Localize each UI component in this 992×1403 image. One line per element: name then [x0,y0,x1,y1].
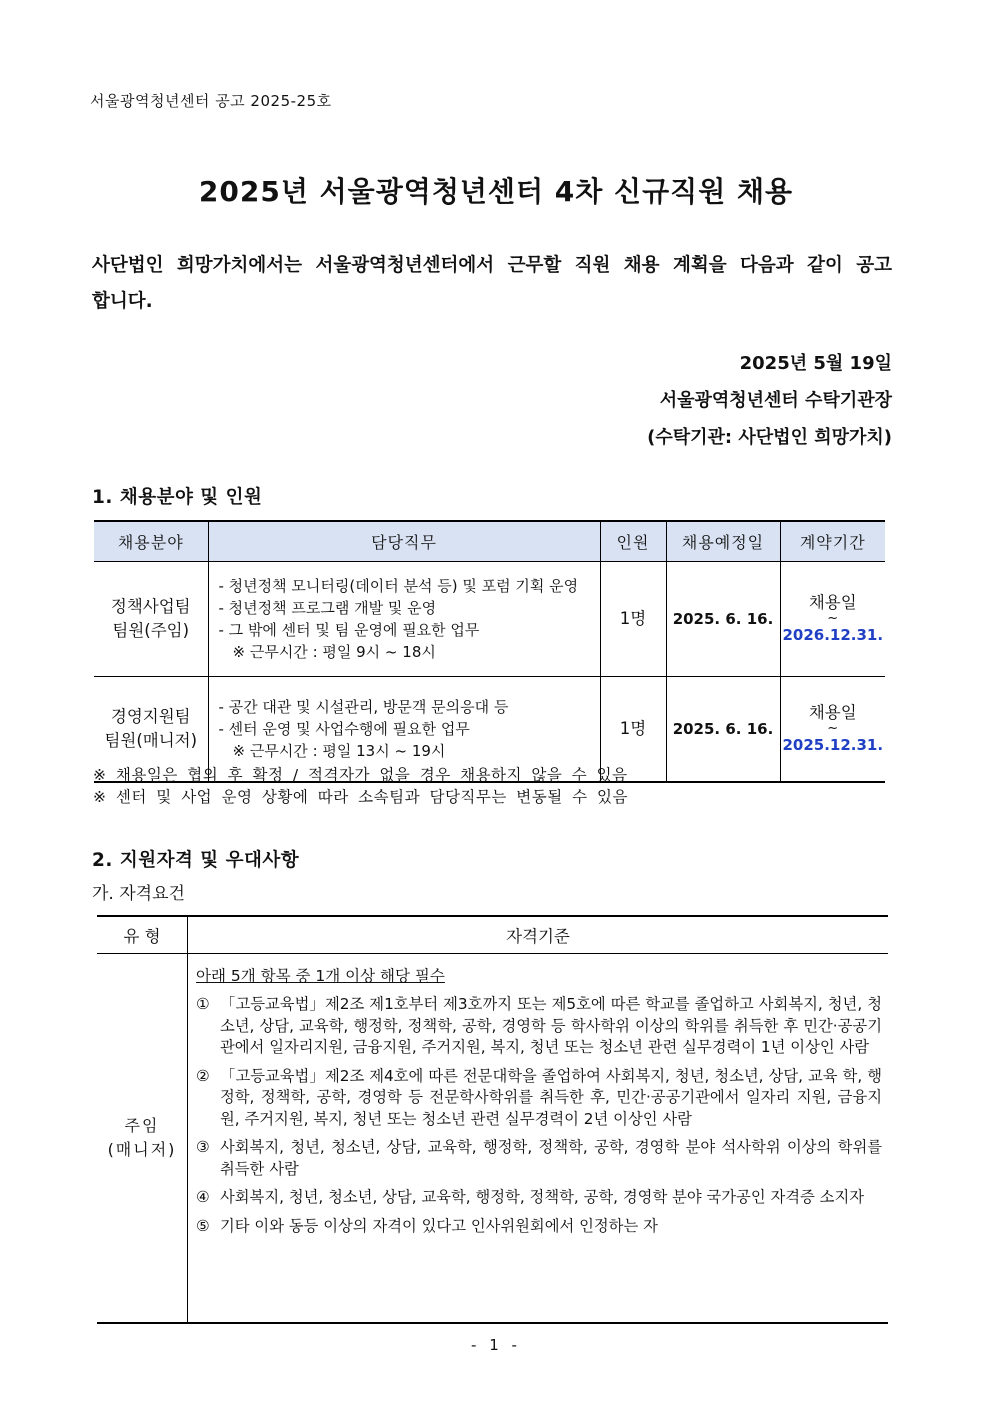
item-number: ① [196,995,210,1013]
issuer: 서울광역청년센터 수탁기관장 [659,390,892,411]
item-number: ③ [196,1138,210,1156]
col-header-type: 유 형 [97,916,188,954]
period-start: 채용일 [808,703,857,722]
section1-heading: 1. 채용분야 및 인원 [92,487,263,508]
item-text: 사회복지, 청년, 청소년, 상담, 교육학, 행정학, 정책학, 공학, 경영학 분야 국가공인 자격증 소지자 [220,1188,864,1206]
intro-paragraph: 사단법인 희망가치에서는 서울광역청년센터에서 근무할 직원 채용 계획을 다음과 같이 공고합니다. [92,255,892,312]
qualification-table [97,915,888,1324]
page-title: 2025년 서울광역청년센터 4차 신규직원 채용 [198,175,794,208]
table-row [97,954,888,1324]
headcount-cell: 1명 [600,677,666,783]
note-line: ※ 채용일은 협의 후 확정 / 적격자가 없을 경우 채용하지 않을 수 있음 [93,766,628,784]
period-tilde: ~ [827,611,839,626]
criteria-item [196,1066,882,1131]
item-text: 기타 이와 동등 이상의 자격이 있다고 인사위원회에서 인정하는 자 [220,1216,658,1235]
start-date-cell: 2025. 6. 16. [666,562,780,677]
item-text: 「고등교육법」제2조 제1호부터 제3호까지 또는 제5호에 따른 학교를 졸업하고 사회복지, 청년, 청소년, 상담, 교육학, 행정학, 정책학, 공학, 경영학 등 학사학위 이상의 학위를 취득한 후 민간·공공기관에서 일자리지원, 금융지원, 주거지원, 복지, 청년 또는 청소년 관련 실무경력이 1년 이상인 사람 [220,995,882,1056]
item-text: 「고등교육법」제2조 제4호에 따른 전문대학을 졸업하여 사회복지, 청년, 청소년, 상담, 교육 학, 행정학, 정책학, 공학, 경영학 등 전문학사학위를 취득한 후, 민간·공공기관에서 일자리 지원, 금융지원, 주거지원, 복지, 청년 또는 청소년 관련 실무경력이 2년 이상인 사람 [220,1066,882,1128]
field-role: 팀원(매니저) [104,731,198,750]
col-header: 채용분야 [94,521,208,562]
item-number: ⑤ [196,1216,210,1235]
table-row [94,562,885,677]
contract-period-cell [780,677,885,783]
col-header: 채용예정일 [666,521,780,562]
field-role: 팀원(주임) [112,621,190,640]
note-line: ※ 센터 및 사업 운영 상황에 따라 소속팀과 담당직무는 변동될 수 있음 [93,788,628,806]
work-hours: ※ 근무시간 : 평일 9시 ~ 18시 [232,643,436,661]
col-header: 인원 [600,521,666,562]
duty-line: - 청년정책 프로그램 개발 및 운영 [218,599,437,617]
table-header-row [97,916,888,954]
contract-period-cell [780,562,885,677]
period-end: 2026.12.31. [782,626,884,644]
criteria-heading: 아래 5개 항목 중 1개 이상 해당 필수 [196,967,445,985]
notice-number: 서울광역청년센터 공고 2025-25호 [90,92,332,110]
type-cell [97,954,188,1324]
type-name: 주임 [124,1116,160,1135]
recruitment-table [94,520,885,783]
table-header-row [94,521,885,562]
criteria-item [196,1216,882,1238]
col-header: 담당직무 [208,521,600,562]
item-text: 사회복지, 청년, 청소년, 상담, 교육학, 행정학, 정책학, 공학, 경영학 분야 석사학위 이상의 학위를 취득한 사람 [220,1138,882,1178]
col-header-criteria: 자격기준 [188,916,889,954]
period-start: 채용일 [808,593,857,612]
criteria-item [196,994,882,1059]
item-number: ② [196,1066,210,1085]
start-date-cell: 2025. 6. 16. [666,677,780,783]
period-end: 2025.12.31. [782,736,884,754]
field-name: 경영지원팀 [110,707,191,726]
criteria-cell [188,954,889,1324]
headcount-cell: 1명 [600,562,666,677]
col-header: 계약기간 [780,521,885,562]
duties-cell [208,562,600,677]
work-hours: ※ 근무시간 : 평일 13시 ~ 19시 [232,742,446,760]
notice-date: 2025년 5월 19일 [739,353,892,374]
type-role: (매니저) [107,1140,177,1159]
duty-line: - 센터 운영 및 사업수행에 필요한 업무 [218,720,470,738]
criteria-item [196,1187,882,1209]
duty-line: - 공간 대관 및 시설관리, 방문객 문의응대 등 [218,698,509,716]
trustee: (수탁기관: 사단법인 희망가치) [647,427,892,448]
table-notes [93,764,628,808]
signature-block [647,345,892,456]
section2-heading: 2. 지원자격 및 우대사항 [92,850,300,871]
field-cell [94,562,208,677]
duty-line: - 청년정책 모니터링(데이터 분석 등) 및 포럼 기획 운영 [218,577,579,595]
criteria-item [196,1137,882,1180]
field-name: 정책사업팀 [110,597,191,616]
item-number: ④ [196,1188,210,1206]
page-number: - 1 - [471,1336,521,1354]
section2-subheading: 가. 자격요건 [92,884,185,904]
duty-line: - 그 밖에 센터 및 팀 운영에 필요한 업무 [218,621,480,639]
period-tilde: ~ [827,721,839,736]
